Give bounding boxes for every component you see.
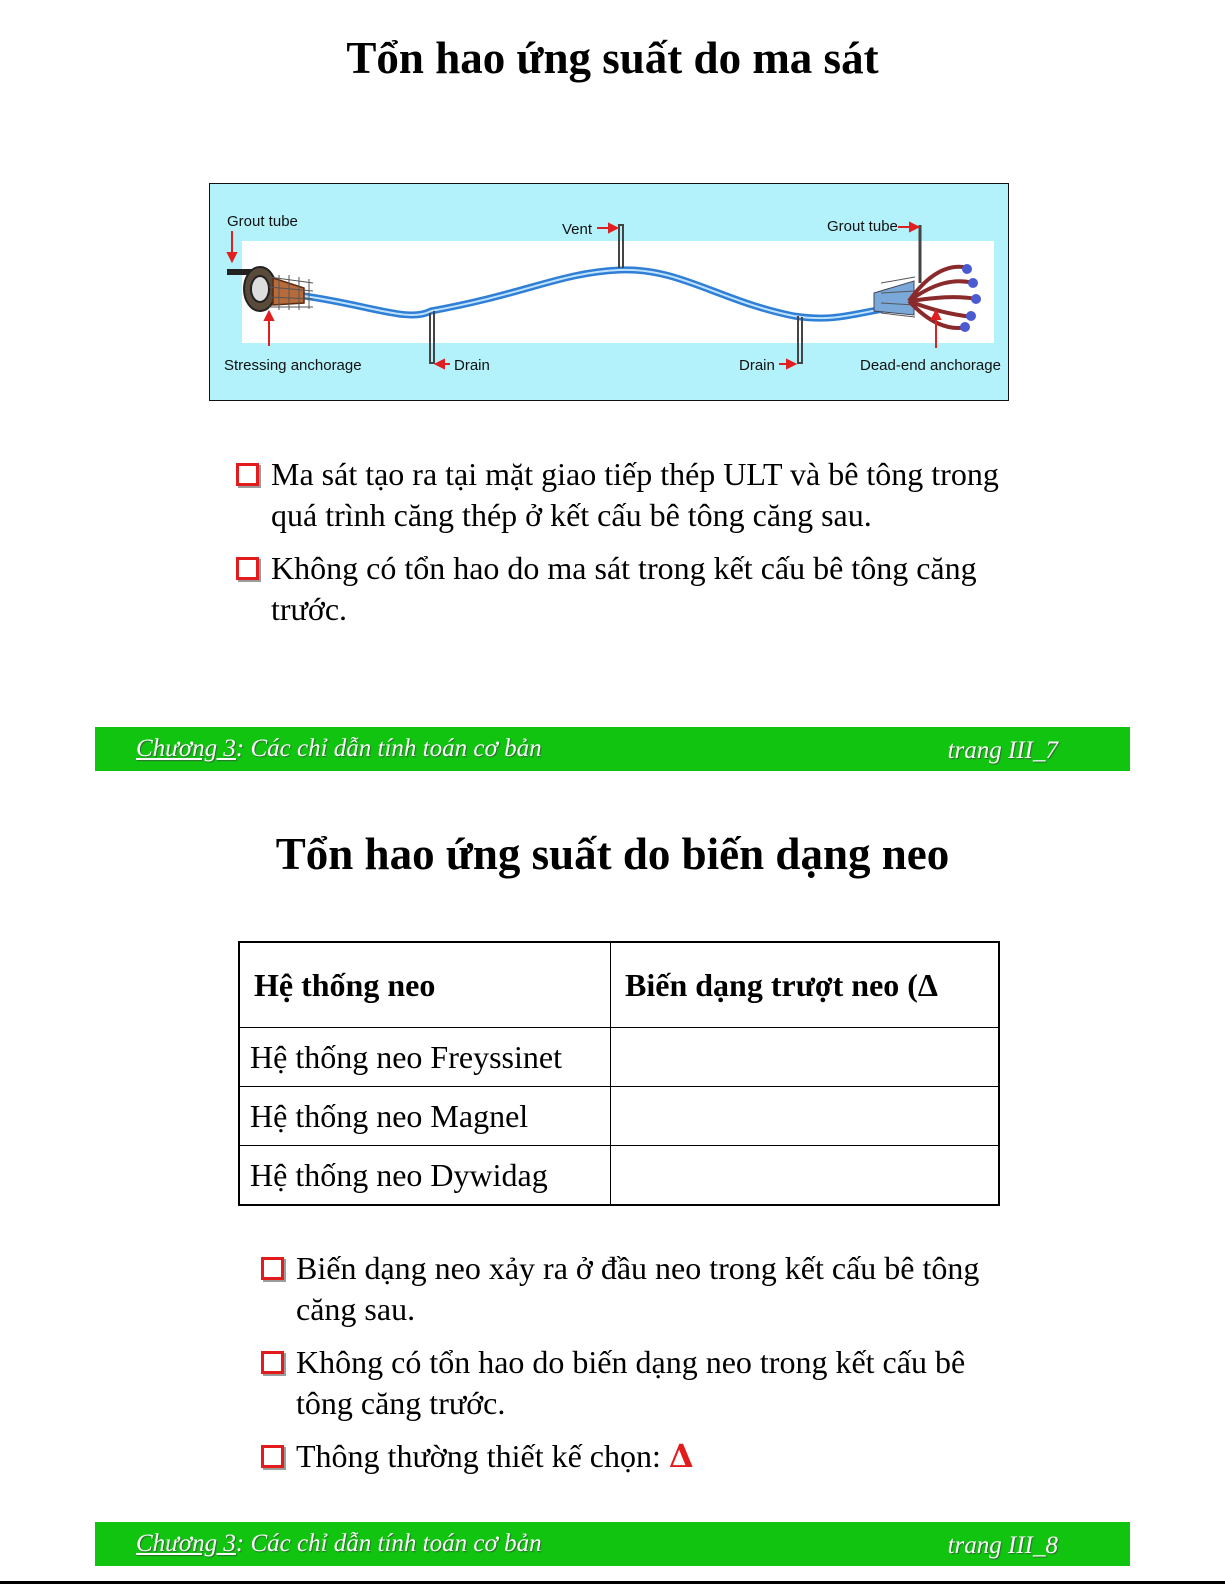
footer-page: trang III_8	[947, 1532, 1058, 1559]
table-row	[239, 1146, 999, 1206]
checkbox-bullet-icon	[236, 557, 259, 580]
table-row	[239, 1028, 999, 1087]
bullet-item: Không có tổn hao do ma sát trong kết cấu bê tông căng trước.	[235, 548, 1025, 630]
label-drain-left: Drain	[454, 357, 490, 374]
slide2-footer	[95, 1522, 1130, 1566]
label-vent: Vent	[562, 221, 593, 238]
checkbox-bullet-icon	[261, 1351, 284, 1374]
tendon-profile-diagram	[209, 183, 1009, 401]
slide2-bullets	[260, 1248, 1020, 1489]
slide1-title: Tổn hao ứng suất do ma sát	[346, 33, 879, 83]
table-cell: Hệ thống neo Magnel	[239, 1087, 611, 1146]
slide2-title: Tổn hao ứng suất do biến dạng neo	[275, 829, 950, 879]
bullet-item: Thông thường thiết kế chọn: Δ	[260, 1436, 1020, 1477]
table-cell	[611, 1087, 1000, 1146]
label-grout-tube-left: Grout tube	[227, 213, 298, 230]
table-cell: Hệ thống neo Dywidag	[239, 1146, 611, 1206]
checkbox-bullet-icon	[261, 1445, 284, 1468]
checkbox-bullet-icon	[261, 1257, 284, 1280]
table-header-cell: Biến dạng trượt neo (Δ	[611, 942, 1000, 1028]
bottom-rule	[0, 1581, 1225, 1584]
footer-page: trang III_7	[947, 737, 1058, 764]
label-grout-tube-right: Grout tube	[827, 218, 898, 235]
label-dead-end-anchorage: Dead-end anchorage	[860, 357, 1001, 374]
table-cell: Hệ thống neo Freyssinet	[239, 1028, 611, 1087]
footer-subtitle: : Các chỉ dẫn tính toán cơ bản	[235, 735, 542, 762]
bullet-item: Không có tổn hao do biến dạng neo trong kết cấu bê tông căng trước.	[260, 1342, 1020, 1424]
label-drain-right: Drain	[739, 357, 775, 374]
table-header-row	[239, 942, 999, 1028]
table-cell	[611, 1028, 1000, 1087]
table-header-cell: Hệ thống neo	[239, 942, 611, 1028]
footer-chapter: Chương 3	[136, 735, 236, 762]
bullet-item: Biến dạng neo xảy ra ở đầu neo trong kết cấu bê tông căng sau.	[260, 1248, 1020, 1330]
slide1-bullets	[235, 454, 1025, 642]
table-row	[239, 1087, 999, 1146]
table-cell	[611, 1146, 1000, 1206]
anchorage-table	[238, 941, 1000, 1206]
footer-chapter: Chương 3	[136, 1530, 236, 1557]
label-stressing-anchorage: Stressing anchorage	[224, 357, 362, 374]
delta-symbol: Δ	[668, 1437, 694, 1475]
slide1-footer	[95, 727, 1130, 771]
checkbox-bullet-icon	[236, 463, 259, 486]
footer-subtitle: : Các chỉ dẫn tính toán cơ bản	[235, 1530, 542, 1557]
bullet-item: Ma sát tạo ra tại mặt giao tiếp thép ULT và bê tông trong quá trình căng thép ở kết cấu bê tông căng sau.	[235, 454, 1025, 536]
